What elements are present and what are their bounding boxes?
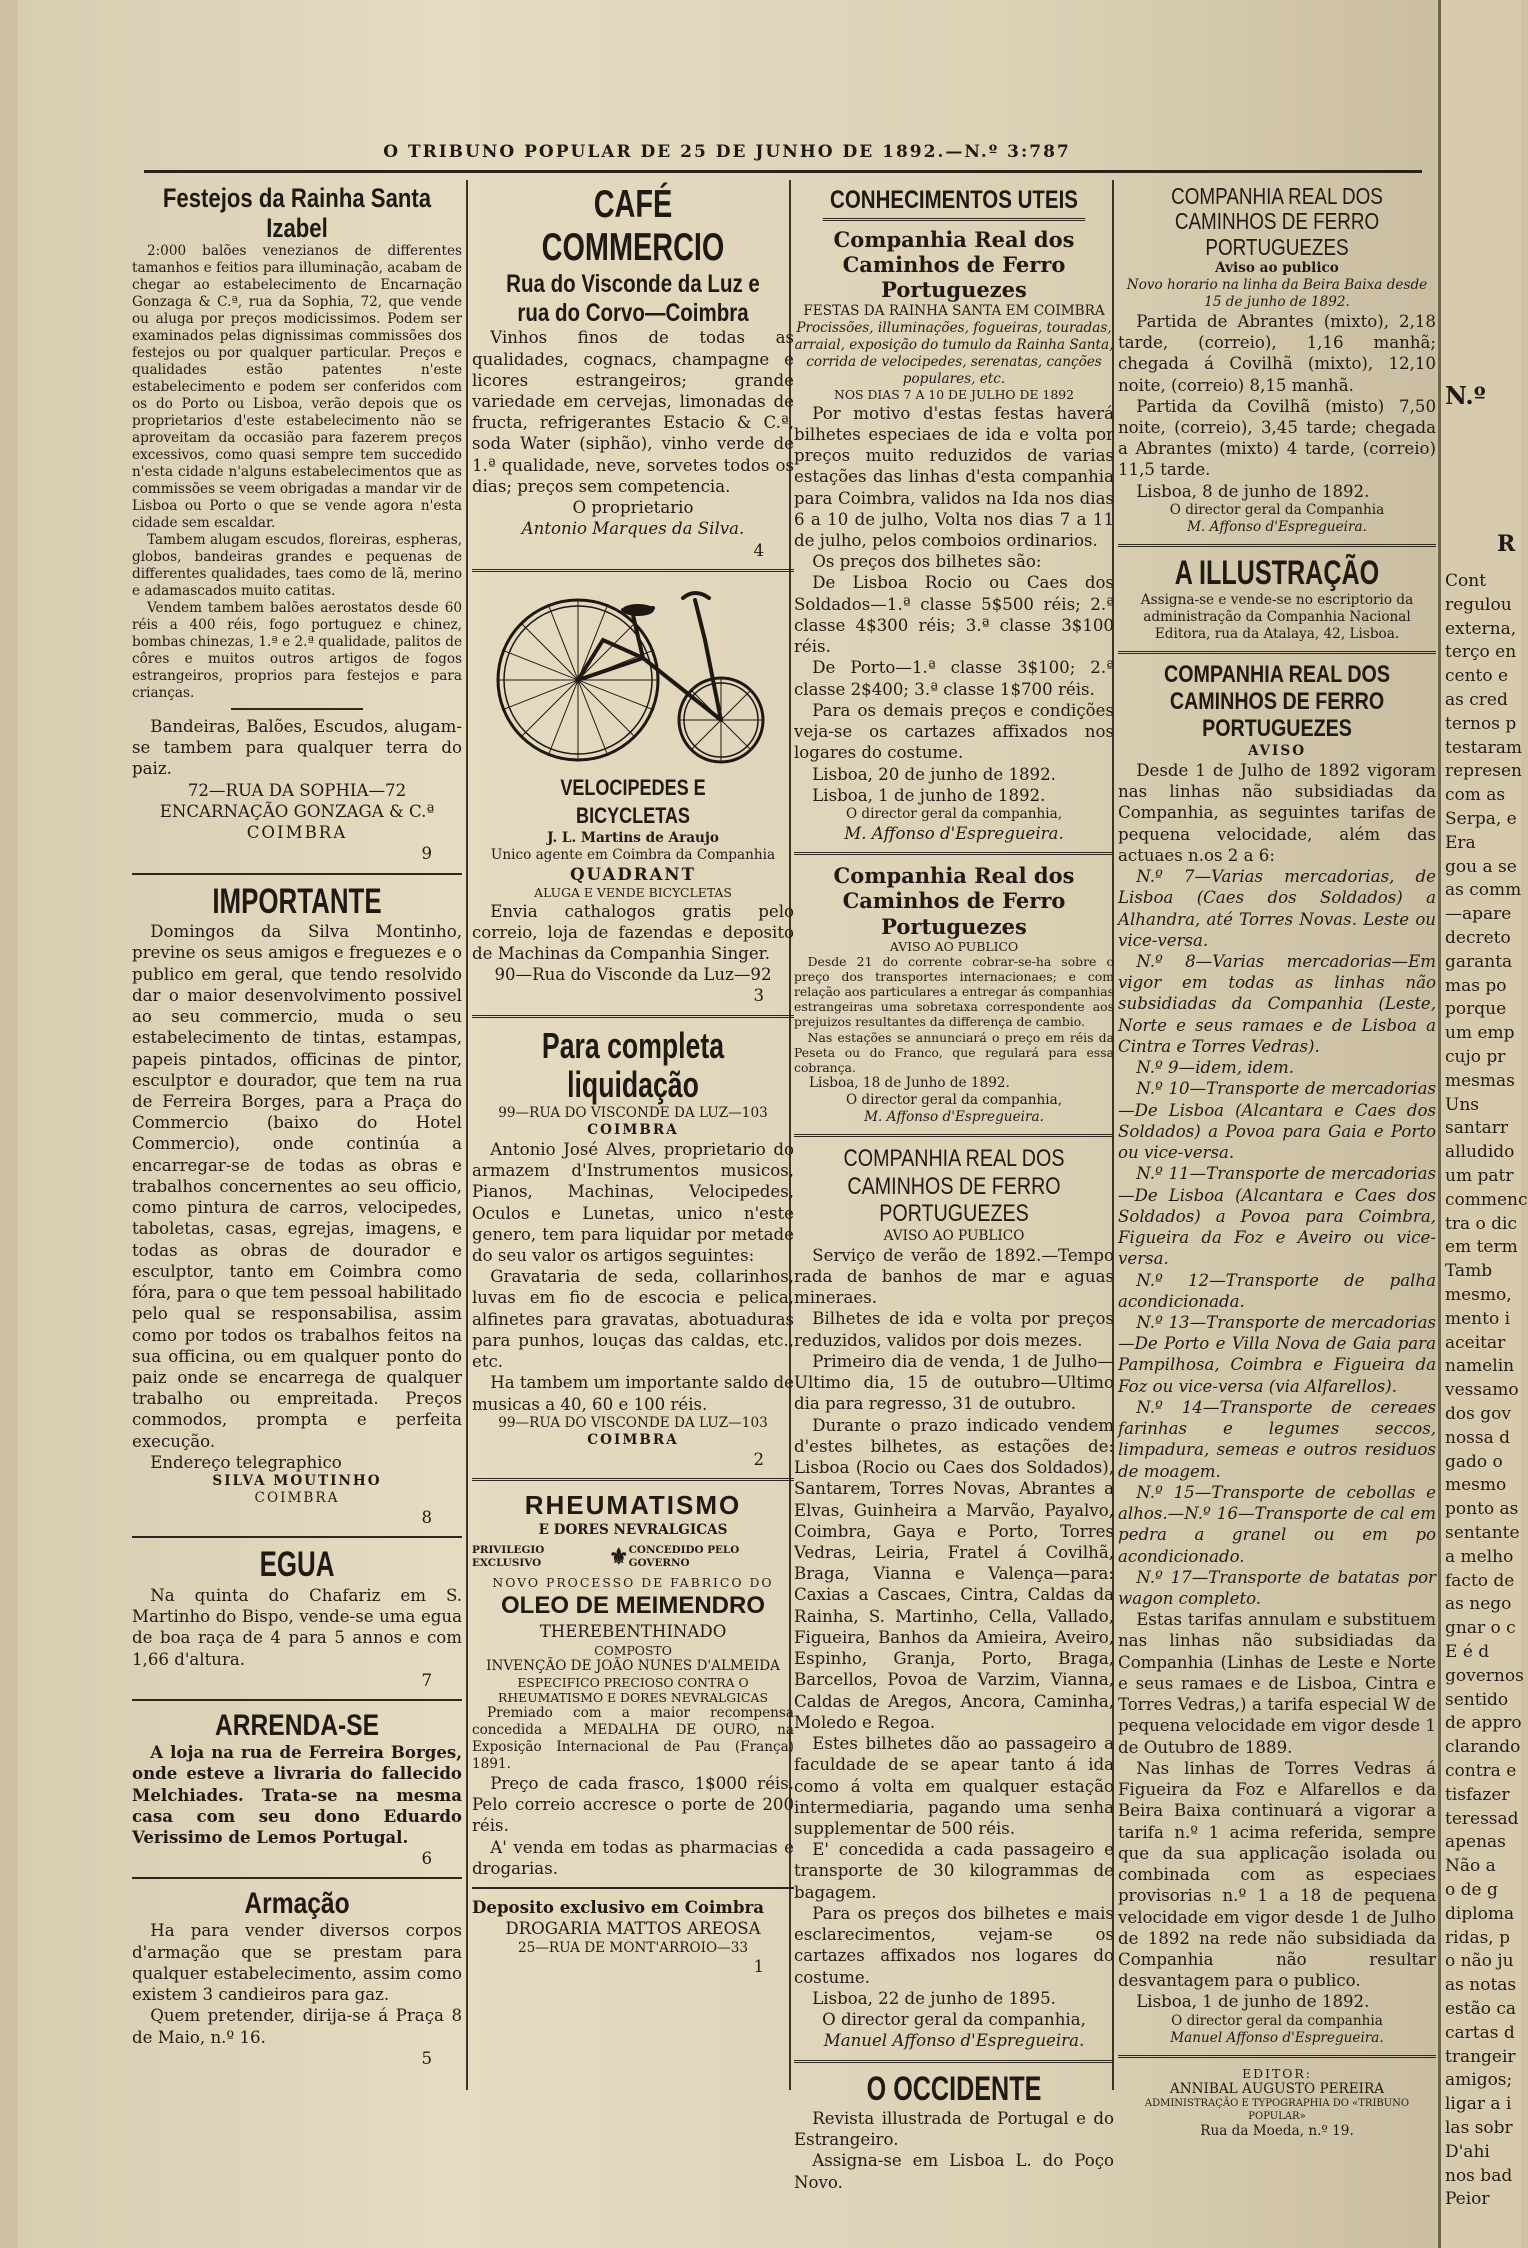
next-page-fragment: represen [1445,761,1522,782]
editor-name: ANNIBAL AUGUSTO PEREIRA [1169,2080,1385,2097]
egua-body: Na quinta do Chafariz em S. Martinho do Bispo, vende-se uma egua de boa raça de 4 para 5 annos e com 1,66 d'altura. [132,1585,462,1669]
festejos-city: COIMBRA [246,823,348,843]
notice-body3: Nas linhas de Torres Vedras á Figueira da Foz e Alfarellos e da Beira Baixa continuará a vigorar a tarifa n.º 1 acima referida, sempre que da sua applicação isolada ou combinada com as especiaes provisorias n.º 1 a 18 de pequena velocidade em vigor desde 1 de Julho de 1892 na rede não subsidiada da Companhia não resultar desvantagem para o publico. [1118,1758,1436,1991]
notice-signature: Manuel Affonso d'Espregueira. [823,2031,1085,2051]
liquid-address: 99—RUA DO VISCONDE DA LUZ—103 [498,1104,768,1121]
editor-label: EDITOR: [1242,2065,1312,2081]
notice-signature: M. Affonso d'Espregueira. [864,1108,1044,1125]
next-page-fragment: em term [1445,1237,1518,1258]
tarifa-12: N.º 12—Transporte de palha acondicionada. [1118,1270,1436,1311]
divider [794,1134,1114,1137]
festejos-body2: Tambem alugam escudos, floreiras, espheras, globos, bandeiras grandes e pequenas de differentes qualidades, taes como de lã, merino e adamascados muito catitas. [132,532,462,600]
next-page-fragment: externa, [1445,618,1517,639]
divider [472,569,794,572]
next-page-fragment: regulou [1445,594,1512,615]
next-page-fragment: garanta [1445,951,1513,972]
next-page-fragment: mesmo [1445,1475,1507,1496]
illustracao-title: A ILLUSTRAÇÃO [1174,553,1380,592]
cafe-subtitle: Rua do Visconde da Luz e rua do Corvo—Coimbra [506,269,760,327]
illustracao-body: Assigna-se e vende-se no escriptorio da administração da Companhia Nacional Editora, rua da Atalaya, 42, Lisboa. [1140,592,1414,643]
next-page-fragment: o de g [1445,1880,1498,1900]
column-separator [466,180,468,2090]
next-page-fragment: ternos p [1445,713,1517,734]
next-page-fragment: nos bad [1445,2165,1513,2186]
rheum-subtitle: E DORES NEVRALGICAS [538,1522,728,1539]
next-page-fragment: facto de [1445,1570,1515,1591]
notice-aviso: Aviso ao publico [1215,259,1339,276]
rheum-comp: COMPOSTO [594,1642,672,1658]
crest-icon: ⚜ [608,1544,629,1571]
next-page-fragment: cujo pr [1445,1047,1506,1067]
notice-title: COMPANHIA REAL DOS CAMINHOS DE FERRO PORTUGUEZES [1164,661,1390,743]
notice-date: Lisboa, 1 de junho de 1892. [1136,1992,1370,2012]
tarifa-14: N.º 14—Transporte de cereaes farinhas e legumes seccos, limpadura, semeas e outros residuos de moagem. [1118,1397,1436,1481]
notice-signature: M. Affonso d'Espregueira. [1187,518,1367,535]
notice-date: Lisboa, 8 de junho de 1892. [1136,481,1370,501]
notice-director: O director geral da companhia, [822,2010,1086,2030]
notice-aviso: AVISO [1247,742,1307,759]
next-page-fragment: cartas d [1445,2022,1515,2043]
divider [794,852,1114,855]
next-page-fragment: commenc [1445,1189,1528,1210]
velo-title: VELOCIPEDES E BICYCLETAS [560,774,706,829]
notice-body: Partida de Abrantes (mixto), 2,18 tarde, (correio), 1,16 manhã; chegada á Covilhã (mixto), 12,10 noite, (correio) 8,15 manhã. [1118,311,1436,395]
divider [1118,2055,1436,2058]
notice-body4: Durante o prazo indicado vendem d'estes bilhetes, as estações de: Lisboa (Rocio ou Caes dos Soldados), Santarem, Torres Novas, Abrantes a Elvas, Guinheira a Marvão, Payalvo, Coimbra, Gaya e Porto, Torres Vedras, Leiria, Fratel á Covilhã, Braga, Vianna e Valença—para: Caxias a Cascaes, Cintra, Caldas da Rainha, S. Martinho, Cella, Vallado, Figueira, Banhos da Amieira, Aveiro, Espinho, Granja, Porto, Braga, Barcellos, Povoa de Varzim, Vianna, Caldas de Aregos, Ancora, Caminha, Moledo e Regoa. [794,1415,1114,1732]
ad-illustracao [1118,555,1436,643]
next-page-fragment: aceitar [1445,1332,1506,1353]
newspaper-page [18,0,1436,2248]
notice-title: COMPANHIA REAL DOS CAMINHOS DE FERRO PORTUGUEZES [1171,183,1383,260]
divider [132,873,462,875]
next-page-fragment: diploma [1445,1903,1515,1924]
velo-line2: ALUGA E VENDE BICYCLETAS [534,885,732,901]
next-page-fragment: cento e [1445,666,1509,687]
tarifa-8: N.º 8—Varias mercadorias—Em vigor em todas as linhas não subsidiadas da Companhia (Leste, Norte e seus ramaes e de Lisboa a Cintra e Torres Vedras). [1118,951,1436,1056]
imprint-address: Rua da Moeda, n.º 19. [1200,2123,1354,2140]
next-page-fragment: mesmas [1445,1070,1515,1091]
liquid-body: Antonio José Alves, proprietario do armazem d'Instrumentos musicos, Pianos, Machinas, Velocipedes, Oculos e Lunetas, unico n'este genero, tem para liquidar por metade do seu valor os artigos seguintes: [472,1139,794,1265]
tarifa-10: N.º 10—Transporte de mercadorias—De Lisboa (Alcantara e Caes dos Soldados) a Povoa para Gaia e Porto ou vice-versa. [1118,1079,1436,1163]
divider [472,1015,794,1018]
next-page-fragment: teressad [1445,1808,1519,1829]
divider [231,708,363,710]
next-page-fragment: terço en [1445,642,1517,663]
next-page-fragment: um patr [1445,1166,1514,1186]
column-1 [132,184,462,2124]
ad-number: 6 [421,1849,432,1869]
next-page-fragment: as cred [1445,690,1508,710]
notice-body6: E' concedida a cada passageiro e transporte de 30 kilogrammas de bagagem. [794,1840,1114,1902]
notice-body2: Estas tarifas annulam e substituem nas linhas não subsidiadas da Companhia (Linhas de Leste e Norte e seus ramaes e de Lisboa, Cintra e Torres Vedras,) a tarifa especial W de pequena velocidade em vigor desde 1 de Outubro de 1889. [1118,1610,1436,1757]
rheum-ther: THEREBENTHINADO [539,1622,727,1642]
next-page-fragment: D'ahi [1445,2141,1490,2162]
rheum-process: NOVO PROCESSO DE FABRICO DO [492,1575,774,1591]
imprint [1118,2066,1436,2141]
rheum-deposit: Deposito exclusivo em Coimbra [472,1897,764,1918]
liquid-city2: COIMBRA [587,1431,679,1448]
festejos-body: 2:000 balões venezianos de differentes tamanhos e feitios para illuminação, acabam de chegar ao estabelecimento de Encarnação Gonzaga & C.ª, rua da Sophia, 72, que vende ou aluga por preços modicissimos. Podem ser examinados pelas dignissimas commissões dos festejos ou por qualquer particular. Preços e qualidades estão patentes n'este estabelecimento e podem ser conferidos com os do Porto ou Lisboa, verão depois que os proprietarios d'este estabelecimento não se aproveitam da occasião para fazerem preços excessivos, como quasi sempre tem succedido n'esta cidade n'alguns estabelecimentos que as commissões se veem obrigadas a mandar vir de Lisboa ou Porto o que se vende agora n'esta cidade sem escaldar. [132,243,462,532]
cafe-owner-label: O proprietario [572,498,694,518]
importante-tele: Endereço telegraphico [150,1452,342,1472]
ad-armacao [132,1887,462,2069]
cafe-title: CAFÉ COMMERCIO [541,183,725,269]
tarifa-17: N.º 17—Transporte de batatas por wagon completo. [1118,1567,1436,1609]
column-3 [794,184,1114,2192]
next-page-fragment: Era [1445,832,1476,853]
next-page-fragment: gnar o c [1445,1618,1516,1639]
tarifa-11: N.º 11—Transporte de mercadorias—De Lisboa (Alcantara e Caes dos Soldados) a Povoa para Coimbra, Figueira da Foz e Aveiro ou vice-versa. [1118,1164,1436,1269]
tarifa-13: N.º 13—Transporte de mercadorias—De Porto e Villa Nova de Gaia para Pampilhosa, Coimbra e Figueira da Foz ou vice-versa (via Alfarellos). [1118,1312,1436,1396]
notice-director: O director geral da companhia [1171,2012,1383,2029]
tricycle-illustration [483,580,783,770]
divider [1118,544,1436,547]
rheum-oleo: OLEO DE MEIMENDRO [500,1591,765,1619]
next-page-fragment: Peior [1445,2189,1490,2210]
armacao-body2: Quem pretender, dirija-se á Praça 8 de Maio, n.º 16. [132,2006,462,2047]
next-page-fragment: las sobr [1445,2118,1513,2138]
notice-festas: FESTAS DA RAINHA SANTA EM COIMBRA [803,302,1105,319]
next-page-fragment: amigos; [1445,2070,1513,2091]
notice-director: O director geral da Companhia [1169,501,1385,518]
notice-body7: Para os preços dos bilhetes e mais esclarecimentos, vejam-se os cartazes affixados nos logares do costume. [794,1903,1114,1987]
tarifa-15-16: N.º 15—Transporte de cebollas e alhos.—N.º 16—Transporte de cal em pedra a granel ou em po acondicionado. [1118,1482,1436,1566]
notice-tarifas [1118,662,1436,2046]
rheum-privilege [472,1543,794,1571]
liquid-city: COIMBRA [587,1121,679,1138]
notice-date1: Lisboa, 20 de junho de 1892. [812,764,1056,784]
next-page-fragment: sentido [1445,1689,1509,1710]
next-page-fragment: de appro [1445,1713,1522,1734]
rheum-drogaria: DROGARIA MATTOS AREOSA [505,1919,761,1939]
rheum-spec: ESPECIFICO PRECIOSO CONTRA O RHEUMATISMO E DORES NEVRALGICAS [498,1674,768,1705]
notice-aviso: AVISO AO PUBLICO [889,938,1019,954]
column-2 [472,184,794,2124]
next-page-fragment: Não a [1445,1856,1496,1877]
privilege-left: PRIVILEGIO EXCLUSIVO [472,1544,545,1570]
next-page-fragment: tra o dic [1445,1213,1517,1234]
notice-director: O director geral da companhia, [845,1091,1063,1108]
next-page-fragment: mesmo, [1445,1285,1512,1305]
ad-importante [132,883,462,1529]
rheum-sale: A' venda em todas as pharmacias e drogarias. [472,1837,794,1878]
next-page-fragment: as comm [1445,880,1522,901]
next-page-fragment: —apare [1445,904,1512,925]
notice-lisboa: De Lisboa Rocio ou Caes dos Soldados—1.ª classe 5$500 réis; 2.ª classe 4$300 réis; 3.ª classe 3$100 réis. [794,573,1114,657]
section-header: CONHECIMENTOS UTEIS [823,184,1085,221]
notice-date2: Lisboa, 1 de junho de 1892. [812,785,1046,805]
adjacent-page-edge [1438,0,1528,2248]
ad-number: 7 [421,1670,432,1690]
notice-body2: Nas estações se annunciará o preço em réis da Peseta ou do Franco, que regulará para essa cobrança. [794,1029,1114,1075]
cafe-body: Vinhos finos de todas as qualidades, cognacs, champagne e licores estrangeiros; grande variedade em cervejas, limonadas de fructa, refrigerantes Estacio & C.ª, soda Water (siphão), vinho verde de 1.ª qualidade, neve, sorvetes todos os dias; preços sem competencia. [472,328,794,496]
notice-porto: De Porto—1.ª classe 3$100; 2.ª classe 2$400; 3.ª classe 1$700 réis. [794,658,1114,699]
next-page-fragment: trangeir [1445,2046,1516,2067]
liquid-body3: Ha tambem um importante saldo de musicas a 40, 60 e 100 réis. [472,1373,794,1414]
importante-title: IMPORTANTE [212,881,382,921]
notice-body2: Bilhetes de ida e volta por preços reduzidos, validos por dois mezes. [794,1309,1114,1350]
liquid-address2: 99—RUA DO VISCONDE DA LUZ—103 [498,1414,768,1431]
festejos-addr: 72—RUA DA SOPHIA—72 [187,780,407,800]
ad-liquidacao [472,1026,794,1470]
notice-title: COMPANHIA REAL DOS CAMINHOS DE FERRO PORTUGUEZES [843,1144,1065,1228]
next-page-fragment: tisfazer [1445,1784,1510,1805]
next-page-fragment: ligar a i [1445,2094,1512,2115]
ad-rheumatismo [472,1489,794,1978]
ad-number: 2 [753,1449,764,1469]
armacao-title: Armação [244,1887,350,1921]
divider [472,1478,794,1481]
notice-dates: NOS DIAS 7 A 10 DE JULHO DE 1892 [834,387,1074,403]
divider [472,1887,794,1889]
divider [132,1699,462,1701]
next-page-fragment: ponto as [1445,1499,1519,1520]
ad-occidente [794,2071,1114,2193]
next-page-fragment: a melho [1445,1546,1514,1567]
next-page-fragment: dos gov [1445,1404,1511,1424]
next-page-fragment: vessamo [1445,1380,1519,1401]
next-page-fragment: o não ju [1445,1951,1514,1972]
ad-arrenda [132,1709,462,1869]
ad-number: 1 [753,1957,764,1977]
ad-velocipedes [472,580,794,1007]
ad-number: 4 [753,540,764,560]
divider [794,2060,1114,2063]
divider [132,1536,462,1538]
notice-prices: Os preços dos bilhetes são: [812,552,1042,572]
ad-cafe [472,184,794,561]
egua-title: EGUA [259,1545,335,1585]
next-page-fragment: sentante [1445,1523,1520,1543]
next-page-fragment: as notas [1445,1975,1517,1996]
next-page-fragment: clarando [1445,1737,1521,1758]
ad-number: 8 [421,1508,432,1528]
next-page-fragment: testaram [1445,737,1522,758]
next-page-fragment: decreto [1445,928,1511,948]
notice-title: Companhia Real dos Caminhos de Ferro Portuguezes [833,227,1075,303]
festejos-body3: Vendem tambem balões aerostatos desde 60 réis a 400 réis, fogo portuguez e chinez, bombas chinezas, 1.ª e 2.ª qualidade, palitos de côres e muitos outros artigos de fogos estrangeiros, proprios para festejos e para crianças. [132,600,462,701]
next-page-fragment: Serpa, e [1445,809,1517,829]
ad-number: 9 [421,844,432,864]
arrenda-title: ARRENDA-SE [214,1709,379,1743]
next-page-fragment: estão ca [1445,1999,1517,2019]
ad-number: 5 [421,2048,432,2068]
notice-cambio [794,863,1114,1126]
next-page-fragment: gado o [1445,1451,1503,1472]
privilege-right: CONCEDIDO PELO GOVERNO [628,1544,740,1570]
next-page-fragment: alludido [1445,1142,1515,1163]
velo-agent: J. L. Martins de Araujo [547,830,719,847]
tarifa-9: N.º 9—idem, idem. [1136,1058,1295,1078]
next-page-fragment: com as [1445,785,1506,806]
divider [1118,651,1436,654]
rheum-price: Preço de cada frasco, 1$000 réis. Pelo correio accresce o porte de 200 réis. [472,1773,794,1836]
notice-title: Companhia Real dos Caminhos de Ferro Portuguezes [833,863,1075,939]
festejos-firm: ENCARNAÇÃO GONZAGA & C.ª [159,801,435,821]
next-page-fragment: governos [1445,1665,1524,1686]
velo-address: 90—Rua do Visconde da Luz—92 [494,965,772,985]
ad-egua [132,1546,462,1691]
next-page-fragment: contra e [1445,1761,1517,1781]
notice-novo: Novo horario na linha da Beira Baixa desde 15 de junho de 1892. [1126,276,1428,310]
top-rule [144,170,1422,173]
occidente-body2: Assigna-se em Lisboa L. do Poço Novo. [794,2151,1114,2192]
importante-body: Domingos da Silva Montinho, previne os seus amigos e freguezes e o publico em geral, que tendo resolvido dar o maior desenvolvimento possivel ao seu commercio, muda o seu estabelecimento de tintas, estampas, papeis pintados, officinas de pintor, esculptor e dourador, que tem na rua de Ferreira Borges, para a Praça do Commercio (baixo do Hotel Commercio), onde continúa a encarregar-se de todas as obras e trabalhos concernentes ao seu officio, como pintura de carros, velocipedes, taboletas, casas, egrejas, imagens, e todas as obras de dourador e esculptor, tanto em Coimbra como fóra, para o que tem pessoal habilitado pelo qual se responsabilisa, assim como por todos os trabalhos feitos na sua officina, ou em qualquer ponto do paiz onde se encarrega de qualquer trabalho ou empreitada. Preços commodos, prompta e perfeita execução. [132,922,462,1451]
notice-verao [794,1145,1114,2052]
column-4 [1118,183,1436,2140]
next-page-fragment: E é d [1445,1642,1490,1662]
velo-brand: QUADRANT [570,864,696,885]
ad-number: 3 [753,986,764,1006]
festejos-body4: Bandeiras, Balões, Escudos, alugam-se tambem para qualquer terra do paiz. [132,716,462,779]
rheum-premio: Premiado com a maior recompensa concedida a MEDALHA DE OURO, na Exposição Internacional de Pau (França) 1891. [472,1704,794,1772]
next-page-fragment: R [1497,531,1516,557]
next-page-fragment: nossa d [1445,1427,1511,1448]
notice-body3: Primeiro dia de venda, 1 de Julho—Ultimo dia, 15 de outubro—Ultimo dia para regresso, 31 de outubro. [794,1351,1114,1414]
next-page-fragment: Tamb [1445,1261,1493,1282]
notice-festas [794,227,1114,844]
next-page-fragment: mento i [1445,1308,1511,1329]
next-page-fragment: santarr [1445,1118,1509,1139]
armacao-body: Ha para vender diversos corpos d'armação que se prestam para qualquer estabelecimento, assim como existem 3 candieiros para gaz. [132,1921,462,2005]
arrenda-body: A loja na rua de Ferreira Borges, onde esteve a livraria do fallecido Melchiades. Trata-se na mesma casa com seu dono Eduardo Verissimo de Lemos Portugal. [132,1742,462,1847]
velo-line1: Unico agente em Coimbra da Companhia [490,847,776,864]
divider [132,1877,462,1879]
importante-tele-name: SILVA MOUTINHO [212,1473,382,1490]
rheum-address: 25—RUA DE MONT'ARROIO—33 [517,1939,749,1956]
next-page-fragment: N.º [1445,381,1486,410]
notice-date: Lisboa, 18 de Junho de 1892. [808,1074,1010,1091]
notice-body: Desde 21 do corrente cobrar-se-ha sobre o preço dos transportes internacionaes; e com relação aos particulares a entregar ás companhias estrangeiras uma sobretaxa correspondente aos prejuizos resultantes da differença de cambio. [794,953,1114,1030]
cafe-owner: Antonio Marques da Silva. [521,519,745,539]
notice-body: Serviço de verão de 1892.—Tempo rada de banhos de mar e aguas mineraes. [794,1245,1114,1308]
rheum-title: RHEUMATISMO [524,1490,742,1521]
next-page-fragment: mas po [1445,975,1507,996]
next-page-fragment: porque [1445,999,1507,1020]
next-page-fragment: as nego [1445,1594,1512,1615]
importante-city: COIMBRA [254,1490,340,1507]
notice-horario [1118,184,1436,536]
next-page-fragment: um emp [1445,1023,1515,1044]
next-page-fragment: gou a se [1445,856,1517,877]
tarifa-7: N.º 7—Varias mercadorias, de Lisboa (Caes dos Soldados) a Alhandra, até Torres Novas. Leste ou vice-versa. [1118,867,1436,950]
occidente-body: Revista illustrada de Portugal e do Estrangeiro. [794,2108,1114,2150]
imprint-admin: ADMINISTRAÇÃO E TYPOGRAPHIA DO «TRIBUNO POPULAR» [1144,2097,1410,2122]
notice-body5: Estes bilhetes dão ao passageiro a faculdade de se apear tanto á ida como á volta em qualquer estação intermediaria, pagando uma senha supplementar de 500 réis. [794,1734,1114,1839]
velo-body: Envia cathalogos gratis pelo correio, loja de fazendas e deposito de Machinas da Companhia Singer. [472,901,794,963]
next-page-fragment: apenas [1445,1832,1506,1853]
liquid-title: Para completa liquidação [541,1024,725,1106]
notice-festas-desc: Procissões, illuminações, fogueiras, touradas, arraial, exposição do tumulo da Rainha Santa, corrida de velocipedes, serenatas, canções populares, etc. [794,319,1114,387]
notice-more: Para os demais preços e condições veja-se os cartazes affixados nos logares do costume. [794,700,1114,763]
occidente-title: O OCCIDENTE [866,2069,1042,2108]
notice-date: Lisboa, 22 de junho de 1895. [812,1988,1056,2008]
next-page-fragment: Cont [1445,571,1487,591]
notice-director: O director geral da companhia, [845,806,1063,823]
rheum-inventor: INVENÇÃO DE JOÃO NUNES D'ALMEIDA [486,1657,780,1674]
notice-signature: M. Affonso d'Espregueira. [844,824,1064,844]
next-page-fragment: Uns [1445,1094,1479,1115]
notice-aviso: AVISO AO PUBLICO [883,1227,1025,1244]
notice-body: Por motivo d'estas festas haverá bilhetes especiaes de ida e volta por preços muito reduzidos de varias estações das linhas d'esta companhia para Coimbra, validos na Ida nos dias 6 a 10 de julho, Volta nos dias 7 a 11 de julho, pelos comboios ordinarios. [794,403,1114,551]
ad-festejos [132,184,462,865]
notice-signature: Manuel Affonso d'Espregueira. [1170,2029,1384,2046]
notice-body2: Partida da Covilhã (misto) 7,50 noite, (correio), 3,45 tarde; chegada a Abrantes (mixto) 4 tarde, (correio) 11,5 tarde. [1118,396,1436,480]
notice-body: Desde 1 de Julho de 1892 vigoram nas linhas não subsidiadas da Companhia, as seguintes tarifas de pequena velocidade, além das actuaes n.os 2 a 6: [1118,760,1436,865]
masthead: O TRIBUNO POPULAR DE 25 DE JUNHO DE 1892.—N.º 3:787 [383,142,1071,162]
next-page-fragment: namelin [1445,1356,1515,1377]
next-page-fragment: ridas, p [1445,1927,1510,1948]
festejos-title: Festejos da Rainha Santa Izabel [162,183,432,243]
liquid-body2: Gravataria de seda, collarinhos, luvas em fio de escocia e pelica, alfinetes para gravatas, abotuaduras para punhos, louças das caldas, etc., etc. [472,1267,794,1372]
